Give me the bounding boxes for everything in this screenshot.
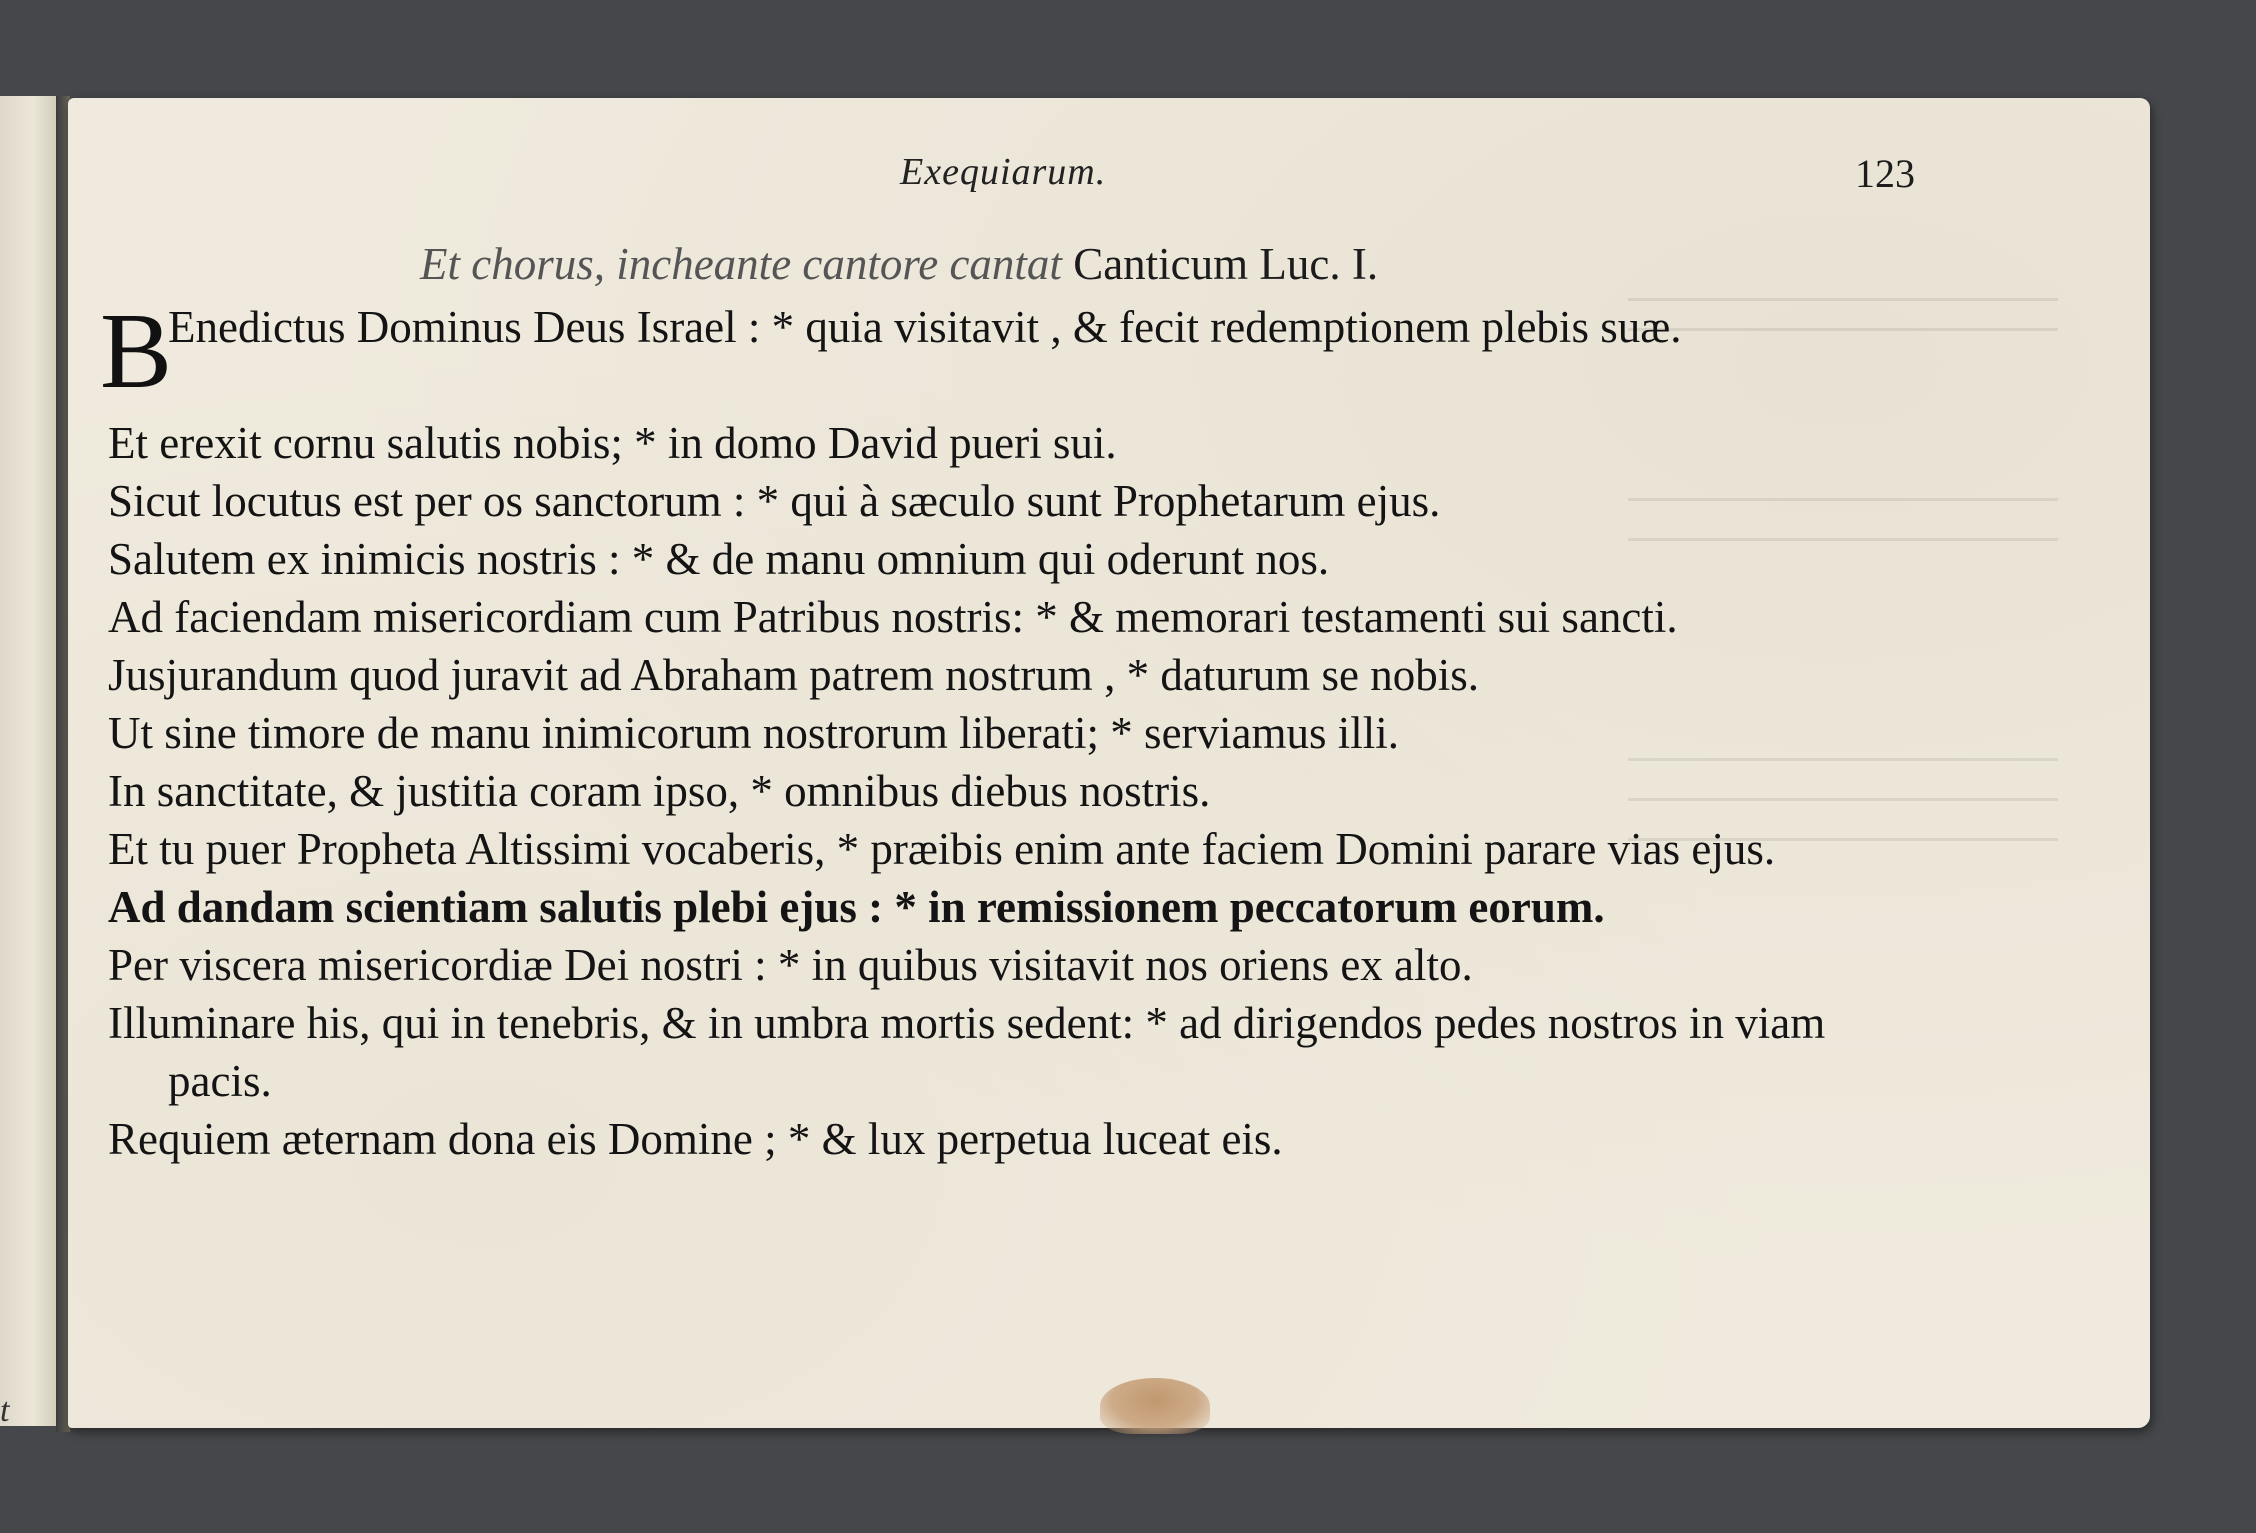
- verse-text: Enedictus Dominus Deus Israel : * quia visitavit , & fecit redemptionem plebis suæ.: [168, 302, 1682, 352]
- drop-cap: B: [100, 292, 173, 411]
- verse-5: Ad faciendam misericordiam cum Patribus nostris: * & memorari testamenti sui sancti.: [108, 592, 1678, 642]
- verse-7: Ut sine timore de manu inimicorum nostrorum liberati; * serviamus illi.: [108, 708, 1400, 758]
- verse-11: Per viscera misericordiæ Dei nostri : * in quibus visitavit nos oriens ex alto.: [108, 940, 1473, 990]
- verse-4: Salutem ex inimicis nostris : * & de manu omnium qui oderunt nos.: [108, 534, 1330, 584]
- canticle-title: Canticum Luc. I.: [1073, 239, 1379, 289]
- verse-6: Jusjurandum quod juravit ad Abraham patrem nostrum , * daturum se nobis.: [108, 650, 1480, 700]
- verse-1: [100, 292, 1938, 414]
- verse-8: In sanctitate, & justitia coram ipso, * omnibus diebus nostris.: [108, 766, 1211, 816]
- page-number: 123: [1855, 151, 1915, 196]
- canticle-text: [100, 292, 1938, 1168]
- verse-12: Illuminare his, qui in tenebris, & in umbra mortis sedent: * ad dirigendos pedes nostros in viam pacis.: [108, 998, 1826, 1106]
- verse-3: Sicut locutus est per os sanctorum : * qui à sæculo sunt Prophetarum ejus.: [108, 476, 1441, 526]
- verse-2: Et erexit cornu salutis nobis; * in domo David pueri sui.: [108, 418, 1117, 468]
- paper-stain: [1100, 1378, 1210, 1434]
- verse-9: Et tu puer Propheta Altissimi vocaberis, * præibis enim ante faciem Domini parare vias ejus.: [108, 824, 1776, 874]
- previous-page-fragment: t: [0, 1392, 10, 1429]
- canticle-heading: [420, 238, 1378, 290]
- running-head: Exequiarum.: [900, 151, 1107, 193]
- rubric-text: Et chorus, incheante cantore cantat: [420, 239, 1062, 289]
- verse-10: Ad dandam scientiam salutis plebi ejus : * in remissionem peccatorum eorum.: [108, 882, 1605, 932]
- verse-13: Requiem æternam dona eis Domine ; * & lux perpetua luceat eis.: [108, 1114, 1283, 1164]
